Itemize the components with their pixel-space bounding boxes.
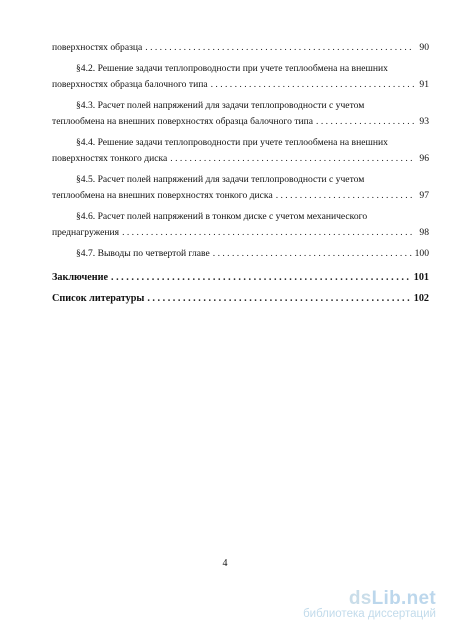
toc-entry-title-cont: теплообмена на внешних поверхностях тонкого диска <box>52 190 273 201</box>
toc-page-number: 96 <box>419 153 429 164</box>
toc-entry-title: §4.2. Решение задачи теплопроводности при учете теплообмена на внешних <box>76 62 388 74</box>
leader-dots <box>316 114 414 131</box>
toc-entry[interactable] <box>52 98 429 131</box>
toc-page-number: 91 <box>419 79 429 90</box>
table-of-contents <box>52 40 429 311</box>
leader-dots <box>170 151 414 168</box>
toc-entry[interactable] <box>52 135 429 168</box>
toc-entry-references[interactable] <box>52 291 429 308</box>
toc-page-number: 93 <box>419 116 429 127</box>
toc-entry-title: §4.4. Решение задачи теплопроводности при учете теплообмена на внешних <box>76 136 388 148</box>
toc-page-number: 98 <box>419 227 429 238</box>
toc-entry-title: §4.6. Расчет полей напряжений в тонком диске с учетом механического <box>76 210 368 222</box>
toc-page-number: 101 <box>413 272 429 283</box>
toc-page-number: 100 <box>414 247 429 259</box>
leader-dots <box>122 225 414 242</box>
leader-dots <box>276 188 414 205</box>
toc-entry-title: Заключение <box>52 272 108 283</box>
page-number: 4 <box>222 558 228 569</box>
toc-page-number: 102 <box>413 292 429 304</box>
toc-entry-conclusion[interactable] <box>52 270 429 287</box>
leader-dots <box>111 270 411 287</box>
toc-entry-title-cont: поверхностях тонкого диска <box>52 153 168 164</box>
toc-page-number: 90 <box>419 42 429 53</box>
toc-entry[interactable] <box>52 61 429 94</box>
toc-entry-title: §4.3. Расчет полей напряжений для задачи теплопроводности с учетом <box>76 99 365 111</box>
toc-entry-title-cont: поверхностях образца балочного типа <box>52 79 208 90</box>
toc-entry-title: §4.5. Расчет полей напряжений для задачи теплопроводности с учетом <box>76 173 365 185</box>
toc-entry-title-cont: преднагружения <box>52 227 120 238</box>
toc-entry[interactable] <box>52 40 429 57</box>
toc-entry-title: Список литературы <box>52 292 145 304</box>
toc-entry[interactable] <box>52 209 429 242</box>
toc-entry-title-cont: теплообмена на внешних поверхностях образца балочного типа <box>52 116 314 127</box>
toc-entry[interactable] <box>52 246 429 263</box>
logo-ds: ds <box>348 588 372 609</box>
toc-entry-title: §4.7. Выводы по четвертой главе <box>76 247 210 259</box>
watermark-subtitle: библиотека диссертаций <box>303 608 436 620</box>
leader-dots <box>213 246 412 263</box>
watermark-logo <box>282 588 442 620</box>
toc-entry-title: поверхностях образца <box>52 42 143 53</box>
leader-dots <box>145 40 414 57</box>
leader-dots <box>211 77 414 94</box>
toc-entry[interactable] <box>52 172 429 205</box>
toc-page-number: 97 <box>419 190 429 201</box>
logo-lib: Lib.net <box>371 588 436 609</box>
leader-dots <box>147 291 410 308</box>
